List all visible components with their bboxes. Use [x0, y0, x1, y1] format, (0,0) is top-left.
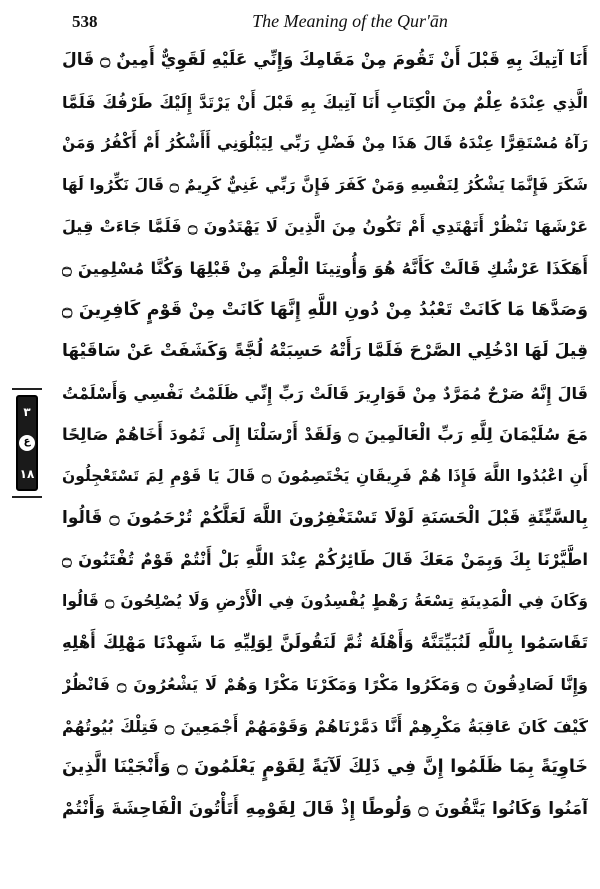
page-header	[0, 8, 600, 32]
verse-line: وَإِنَّا لَصَادِقُونَ ۝ وَمَكَرُوا مَكْرًا وَمَكَرْنَا مَكْرًا وَهُمْ لَا يَشْعُرُونَ ۝ فَانْظُرْ	[62, 674, 588, 694]
verse-line: كَيْفَ كَانَ عَاقِبَةُ مَكْرِهِمْ أَنَّا دَمَّرْنَاهُمْ وَقَوْمَهُمْ أَجْمَعِينَ ۝ فَتِلْكَ بُيُوتُهُمْ	[62, 716, 588, 736]
verse-line: بِالسَّيِّئَةِ قَبْلَ الْحَسَنَةِ لَوْلَا تَسْتَغْفِرُونَ اللَّهَ لَعَلَّكُمْ تُرْحَمُونَ ۝ قَالُوا	[62, 507, 588, 528]
verse-line: مَعَ سُلَيْمَانَ لِلَّهِ رَبِّ الْعَالَمِينَ ۝ وَلَقَدْ أَرْسَلْنَا إِلَى ثَمُودَ أَخَاهُمْ صَالِحًا	[62, 425, 588, 445]
running-title: The Meaning of the Qur'ān	[252, 11, 448, 31]
verse-line: اطَّيَّرْنَا بِكَ وَبِمَنْ مَعَكَ قَالَ طَائِرُكُمْ عِنْدَ اللَّهِ بَلْ أَنْتُمْ قَوْمٌ تُفْتَنُونَ ۝	[62, 550, 588, 570]
verse-line: شَكَرَ فَإِنَّمَا يَشْكُرُ لِنَفْسِهِ وَمَنْ كَفَرَ فَإِنَّ رَبِّي غَنِيٌّ كَرِيمٌ ۝ قَالَ نَكِّرُوا لَهَا	[62, 175, 588, 194]
marker-bottom-number: ١٨	[19, 467, 35, 481]
verse-line: أَنَا آتِيكَ بِهِ قَبْلَ أَنْ تَقُومَ مِنْ مَقَامِكَ وَإِنِّي عَلَيْهِ لَقَوِيٌّ أَمِينٌ ۝ قَالَ	[62, 50, 588, 70]
verse-line: قَالَ إِنَّهُ صَرْحٌ مُمَرَّدٌ مِنْ قَوَارِيرَ قَالَتْ رَبِّ إِنِّي ظَلَمْتُ نَفْسِي وَأَسْلَمْتُ	[62, 383, 588, 403]
verse-text-block	[62, 40, 588, 830]
ruku-margin-marker	[16, 395, 38, 491]
marker-middle-glyph: ع	[19, 435, 35, 451]
verse-line: خَاوِيَةً بِمَا ظَلَمُوا إِنَّ فِي ذَلِكَ لَآيَةً لِقَوْمٍ يَعْلَمُونَ ۝ وَأَنْجَيْنَا الَّذِينَ	[62, 757, 588, 778]
verse-line: الَّذِي عِنْدَهُ عِلْمٌ مِنَ الْكِتَابِ أَنَا آتِيكَ بِهِ قَبْلَ أَنْ يَرْتَدَّ إِلَيْكَ طَرْفُكَ فَلَمَّا	[62, 92, 588, 112]
verse-line: آمَنُوا وَكَانُوا يَتَّقُونَ ۝ وَلُوطًا إِذْ قَالَ لِقَوْمِهِ أَتَأْتُونَ الْفَاحِشَةَ وَأَنْتُمْ	[62, 798, 588, 819]
marker-top-number: ٣	[23, 405, 31, 419]
marker-tick-top	[12, 388, 42, 390]
verse-line: رَآهُ مُسْتَقِرًّا عِنْدَهُ قَالَ هَذَا مِنْ فَضْلِ رَبِّي لِيَبْلُوَنِي أَأَشْكُرُ أَمْ أَكْفُرُ وَمَنْ	[62, 134, 588, 153]
verse-line: أَنِ اعْبُدُوا اللَّهَ فَإِذَا هُمْ فَرِيقَانِ يَخْتَصِمُونَ ۝ قَالَ يَا قَوْمِ لِمَ تَسْتَعْجِلُونَ	[62, 466, 588, 485]
verse-line: قِيلَ لَهَا ادْخُلِي الصَّرْحَ فَلَمَّا رَأَتْهُ حَسِبَتْهُ لُجَّةً وَكَشَفَتْ عَنْ سَاقَيْهَا	[62, 341, 588, 362]
verse-line: أَهَكَذَا عَرْشُكِ قَالَتْ كَأَنَّهُ هُوَ وَأُوتِينَا الْعِلْمَ مِنْ قَبْلِهَا وَكُنَّا مُسْلِمِينَ ۝	[62, 258, 588, 278]
verse-line: عَرْشَهَا نَنْظُرْ أَتَهْتَدِي أَمْ تَكُونُ مِنَ الَّذِينَ لَا يَهْتَدُونَ ۝ فَلَمَّا جَاءَتْ قِيلَ	[62, 217, 588, 237]
verse-line: وَكَانَ فِي الْمَدِينَةِ تِسْعَةُ رَهْطٍ يُفْسِدُونَ فِي الْأَرْضِ وَلَا يُصْلِحُونَ ۝ قَالُوا	[62, 591, 588, 610]
verse-line: تَقَاسَمُوا بِاللَّهِ لَنُبَيِّتَنَّهُ وَأَهْلَهُ ثُمَّ لَنَقُولَنَّ لِوَلِيِّهِ مَا شَهِدْنَا مَهْلِكَ أَهْلِهِ	[62, 633, 588, 653]
verse-line: وَصَدَّهَا مَا كَانَتْ تَعْبُدُ مِنْ دُونِ اللَّهِ إِنَّهَا كَانَتْ مِنْ قَوْمٍ كَافِرِينَ ۝	[62, 299, 588, 320]
page-number: 538	[72, 12, 98, 31]
marker-tick-bottom	[12, 496, 42, 498]
